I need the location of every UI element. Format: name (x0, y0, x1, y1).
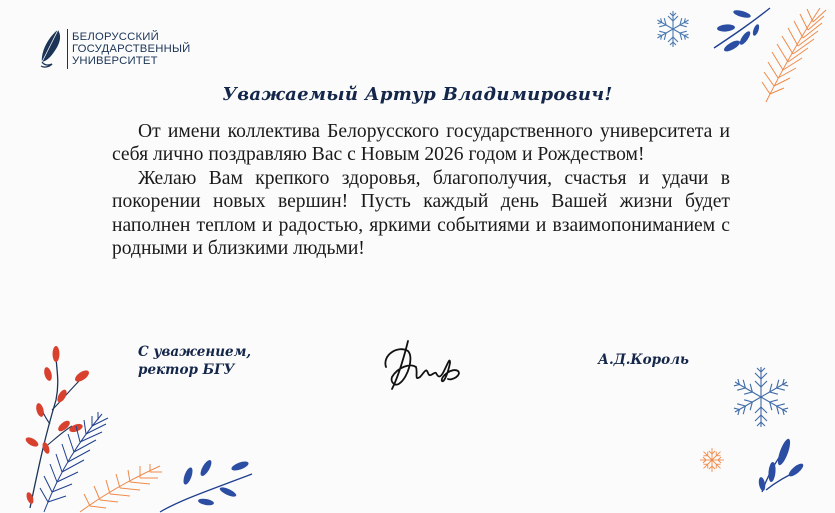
closing-line-2: ректор БГУ (138, 362, 235, 378)
bottom-left-ornament (10, 340, 270, 513)
paragraph-2: Желаю Вам крепкого здоровья, благополучия, счастья и удачи в покорении новых вершин! Пусть каждый день Вашей жизни будет наполнен теплом и радостью, яркими событиями и взаимопониманием с родными и близкими людьми! (112, 167, 730, 260)
quill-feather-icon (38, 28, 64, 70)
letter-body (112, 120, 730, 260)
university-logo (38, 28, 191, 70)
logo-wordmark (72, 31, 191, 67)
logo-line-3: УНИВЕРСИТЕТ (72, 55, 158, 67)
blue-leaf-branch-icon (160, 458, 252, 512)
blue-sprout-icon (756, 436, 806, 494)
closing-line-1: С уважением, (138, 344, 252, 360)
orange-fir-branch-icon (80, 464, 162, 512)
logo-line-1: БЕЛОРУССКИЙ (72, 31, 159, 43)
logo-line-2: ГОСУДАРСТВЕННЫЙ (72, 43, 191, 55)
snowflake-icon (728, 364, 794, 430)
red-berry-branch-icon (24, 346, 91, 508)
handwritten-signature (378, 337, 488, 393)
small-orange-snowflake-icon (698, 446, 726, 474)
paragraph-1: От имени коллектива Белорусского государственного университета и себя лично поздравляю Вас с Новым 2026 годом и Рождеством! (112, 121, 730, 166)
signatory-name: А.Д.Король (598, 352, 689, 368)
logo-divider (67, 29, 68, 69)
salutation: Уважаемый Артур Владимирович! (222, 84, 613, 105)
snowflake-icon (652, 8, 694, 50)
